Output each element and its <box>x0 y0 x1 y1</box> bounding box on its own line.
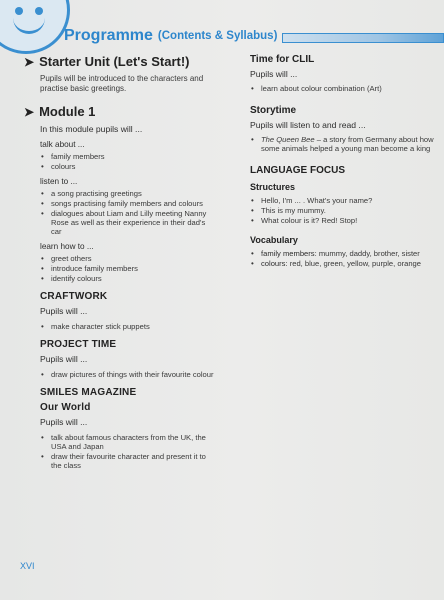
smiley-logo-icon <box>0 0 70 54</box>
talk-list <box>40 152 216 171</box>
arrow-icon: ➤ <box>24 54 35 69</box>
list-item: • The Queen Bee – a story from Germany about how some animals helped a young man become a king <box>251 135 434 153</box>
craftwork-list <box>40 322 216 331</box>
page-subtitle: (Contents & Syllabus) <box>157 30 278 42</box>
list-item: • dialogues about Liam and Lilly meeting Nanny Rose as well as their experience in their dad's car <box>41 209 207 236</box>
list-item: • draw pictures of things with their favourite colour <box>41 370 214 379</box>
list-item: • learn about colour combination (Art) <box>251 84 382 93</box>
list-item: • This is my mummy. <box>251 206 326 215</box>
vocabulary-heading: Vocabulary <box>250 235 298 245</box>
list-item: • identify colours <box>41 274 102 283</box>
page-number: XVI <box>20 561 35 571</box>
list-item: • Hello, I'm ... . What's your name? <box>251 196 373 205</box>
list-item: • talk about famous characters from the UK, the USA and Japan <box>41 433 206 451</box>
right-column <box>250 54 440 269</box>
craftwork-heading: CRAFTWORK <box>40 291 108 302</box>
vocabulary-list <box>250 249 440 268</box>
list-item: • songs practising family members and colours <box>41 199 203 208</box>
project-heading: PROJECT TIME <box>40 339 117 350</box>
list-item: • colours: red, blue, green, yellow, purple, orange <box>251 259 421 268</box>
craftwork-lead: Pupils will ... <box>40 306 88 316</box>
list-item: • family members: mummy, daddy, brother, sister <box>251 249 420 258</box>
storytime-heading: Storytime <box>250 105 297 116</box>
listen-label: listen to ... <box>40 177 78 186</box>
module-title: Module 1 <box>39 104 96 119</box>
module-heading <box>24 104 216 119</box>
header-rule <box>282 33 444 43</box>
list-item: • greet others <box>41 254 92 263</box>
starter-unit-text: Pupils will be introduced to the characters and practise basic greetings. <box>40 74 204 93</box>
clil-list <box>250 84 440 93</box>
clil-heading: Time for CLIL <box>250 54 315 65</box>
storytime-lead: Pupils will listen to and read ... <box>250 120 366 130</box>
left-column <box>26 54 216 471</box>
storytime-list <box>250 135 440 153</box>
learn-list <box>40 254 216 283</box>
list-item: • What colour is it? Red! Stop! <box>251 216 358 225</box>
module-lead: In this module pupils will ... <box>40 124 143 134</box>
list-item: • draw their favourite character and present it to the class <box>41 452 206 470</box>
magazine-lead: Pupils will ... <box>40 417 88 427</box>
language-focus-heading: LANGUAGE FOCUS <box>250 165 345 176</box>
arrow-icon: ➤ <box>24 104 35 119</box>
smiley-mouth <box>13 13 45 34</box>
listen-list <box>40 189 216 236</box>
list-item: • a song practising greetings <box>41 189 142 198</box>
list-item: • make character stick puppets <box>41 322 150 331</box>
structures-list <box>250 196 440 225</box>
starter-unit-heading <box>24 54 216 69</box>
structures-heading: Structures <box>250 182 296 192</box>
list-item: • family members <box>41 152 105 161</box>
clil-lead: Pupils will ... <box>250 69 298 79</box>
page-title: Programme <box>64 27 153 44</box>
list-item: • introduce family members <box>41 264 138 273</box>
story-description: – a story from Germany about how some animals helped a young man become a king <box>261 135 434 153</box>
magazine-list <box>40 433 216 470</box>
magazine-subheading: Our World <box>40 402 91 413</box>
page-header <box>64 26 444 46</box>
project-list <box>40 370 216 379</box>
talk-label: talk about ... <box>40 140 85 149</box>
learn-label: learn how to ... <box>40 242 94 251</box>
story-title: The Queen Bee <box>261 135 315 144</box>
list-item: • colours <box>41 162 76 171</box>
project-lead: Pupils will ... <box>40 354 88 364</box>
starter-unit-title: Starter Unit (Let's Start!) <box>39 54 190 69</box>
magazine-heading: SMILES MAGAZINE <box>40 387 137 398</box>
